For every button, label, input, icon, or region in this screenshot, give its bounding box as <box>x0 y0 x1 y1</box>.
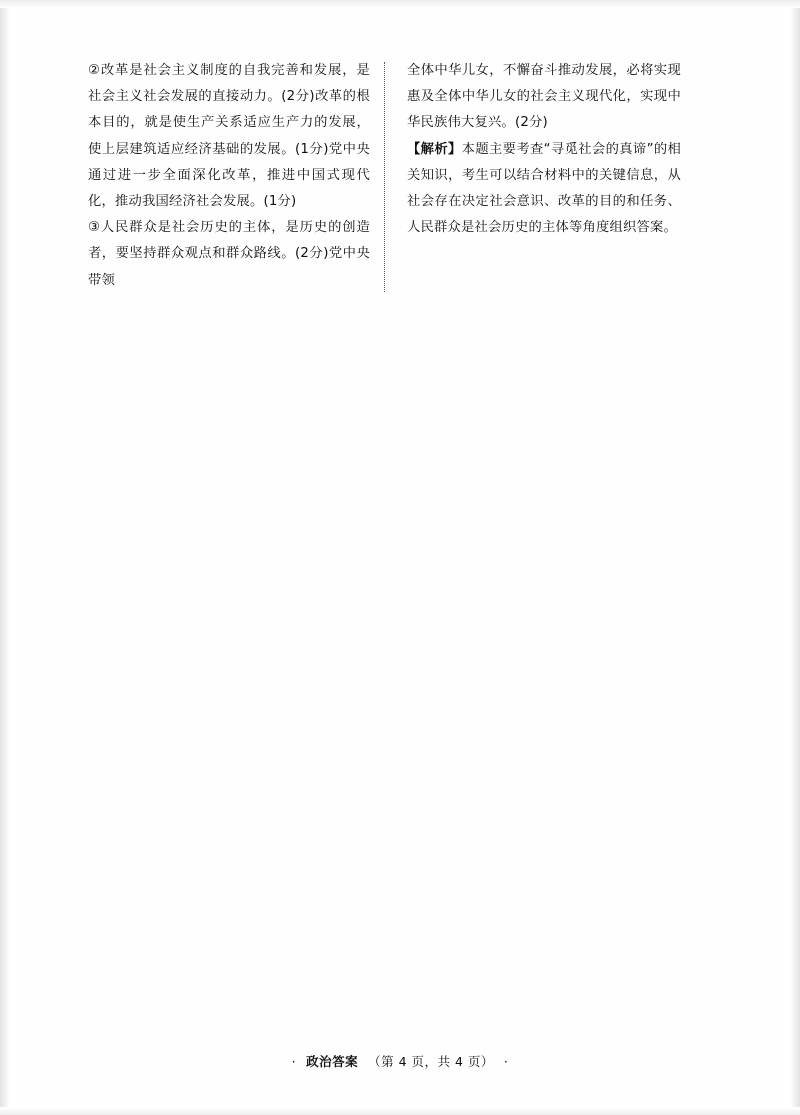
page-edge-shadow-left <box>0 0 10 1115</box>
answer-point-2: ②改革是社会主义制度的自我完善和发展，是社会主义社会发展的直接动力。(2分)改革的根本目的，就是使生产关系适应生产力的发展，使上层建筑适应经济基础的发展。(1分)党中央通过进一步全面深化改革，推进中国式现代化，推动我国经济社会发展。(1分) <box>88 63 370 209</box>
analysis-label: 【解析】 <box>407 141 462 157</box>
page-edge-shadow-top <box>0 0 800 8</box>
left-column <box>88 58 384 294</box>
analysis-text: 本题主要考查“寻觅社会的真谛”的相关知识，考生可以结合材料中的关键信息，从社会存在决定社会意识、改革的目的和任务、人民群众是社会历史的主体等角度组织答案。 <box>407 141 681 236</box>
page-footer <box>0 1052 800 1070</box>
analysis-paragraph <box>407 137 681 242</box>
footer-bullet-right: · <box>503 1054 509 1069</box>
page-edge-shadow-bottom <box>0 1107 800 1115</box>
footer-bullet-left: · <box>291 1054 297 1069</box>
footer-pagination: （第 4 页，共 4 页） <box>368 1054 494 1069</box>
answer-point-3: ③人民群众是社会历史的主体，是历史的创造者，要坚持群众观点和群众路线。(2分)党中央带领 <box>88 220 370 288</box>
answer-point-3-continued: 全体中华儿女，不懈奋斗推动发展，必将实现惠及全体中华儿女的社会主义现代化，实现中华民族伟大复兴。(2分) <box>407 63 681 131</box>
page-edge-shadow-right <box>790 0 800 1115</box>
two-column-body <box>88 58 728 294</box>
footer-title: 政治答案 <box>306 1054 359 1069</box>
right-column <box>385 58 681 241</box>
